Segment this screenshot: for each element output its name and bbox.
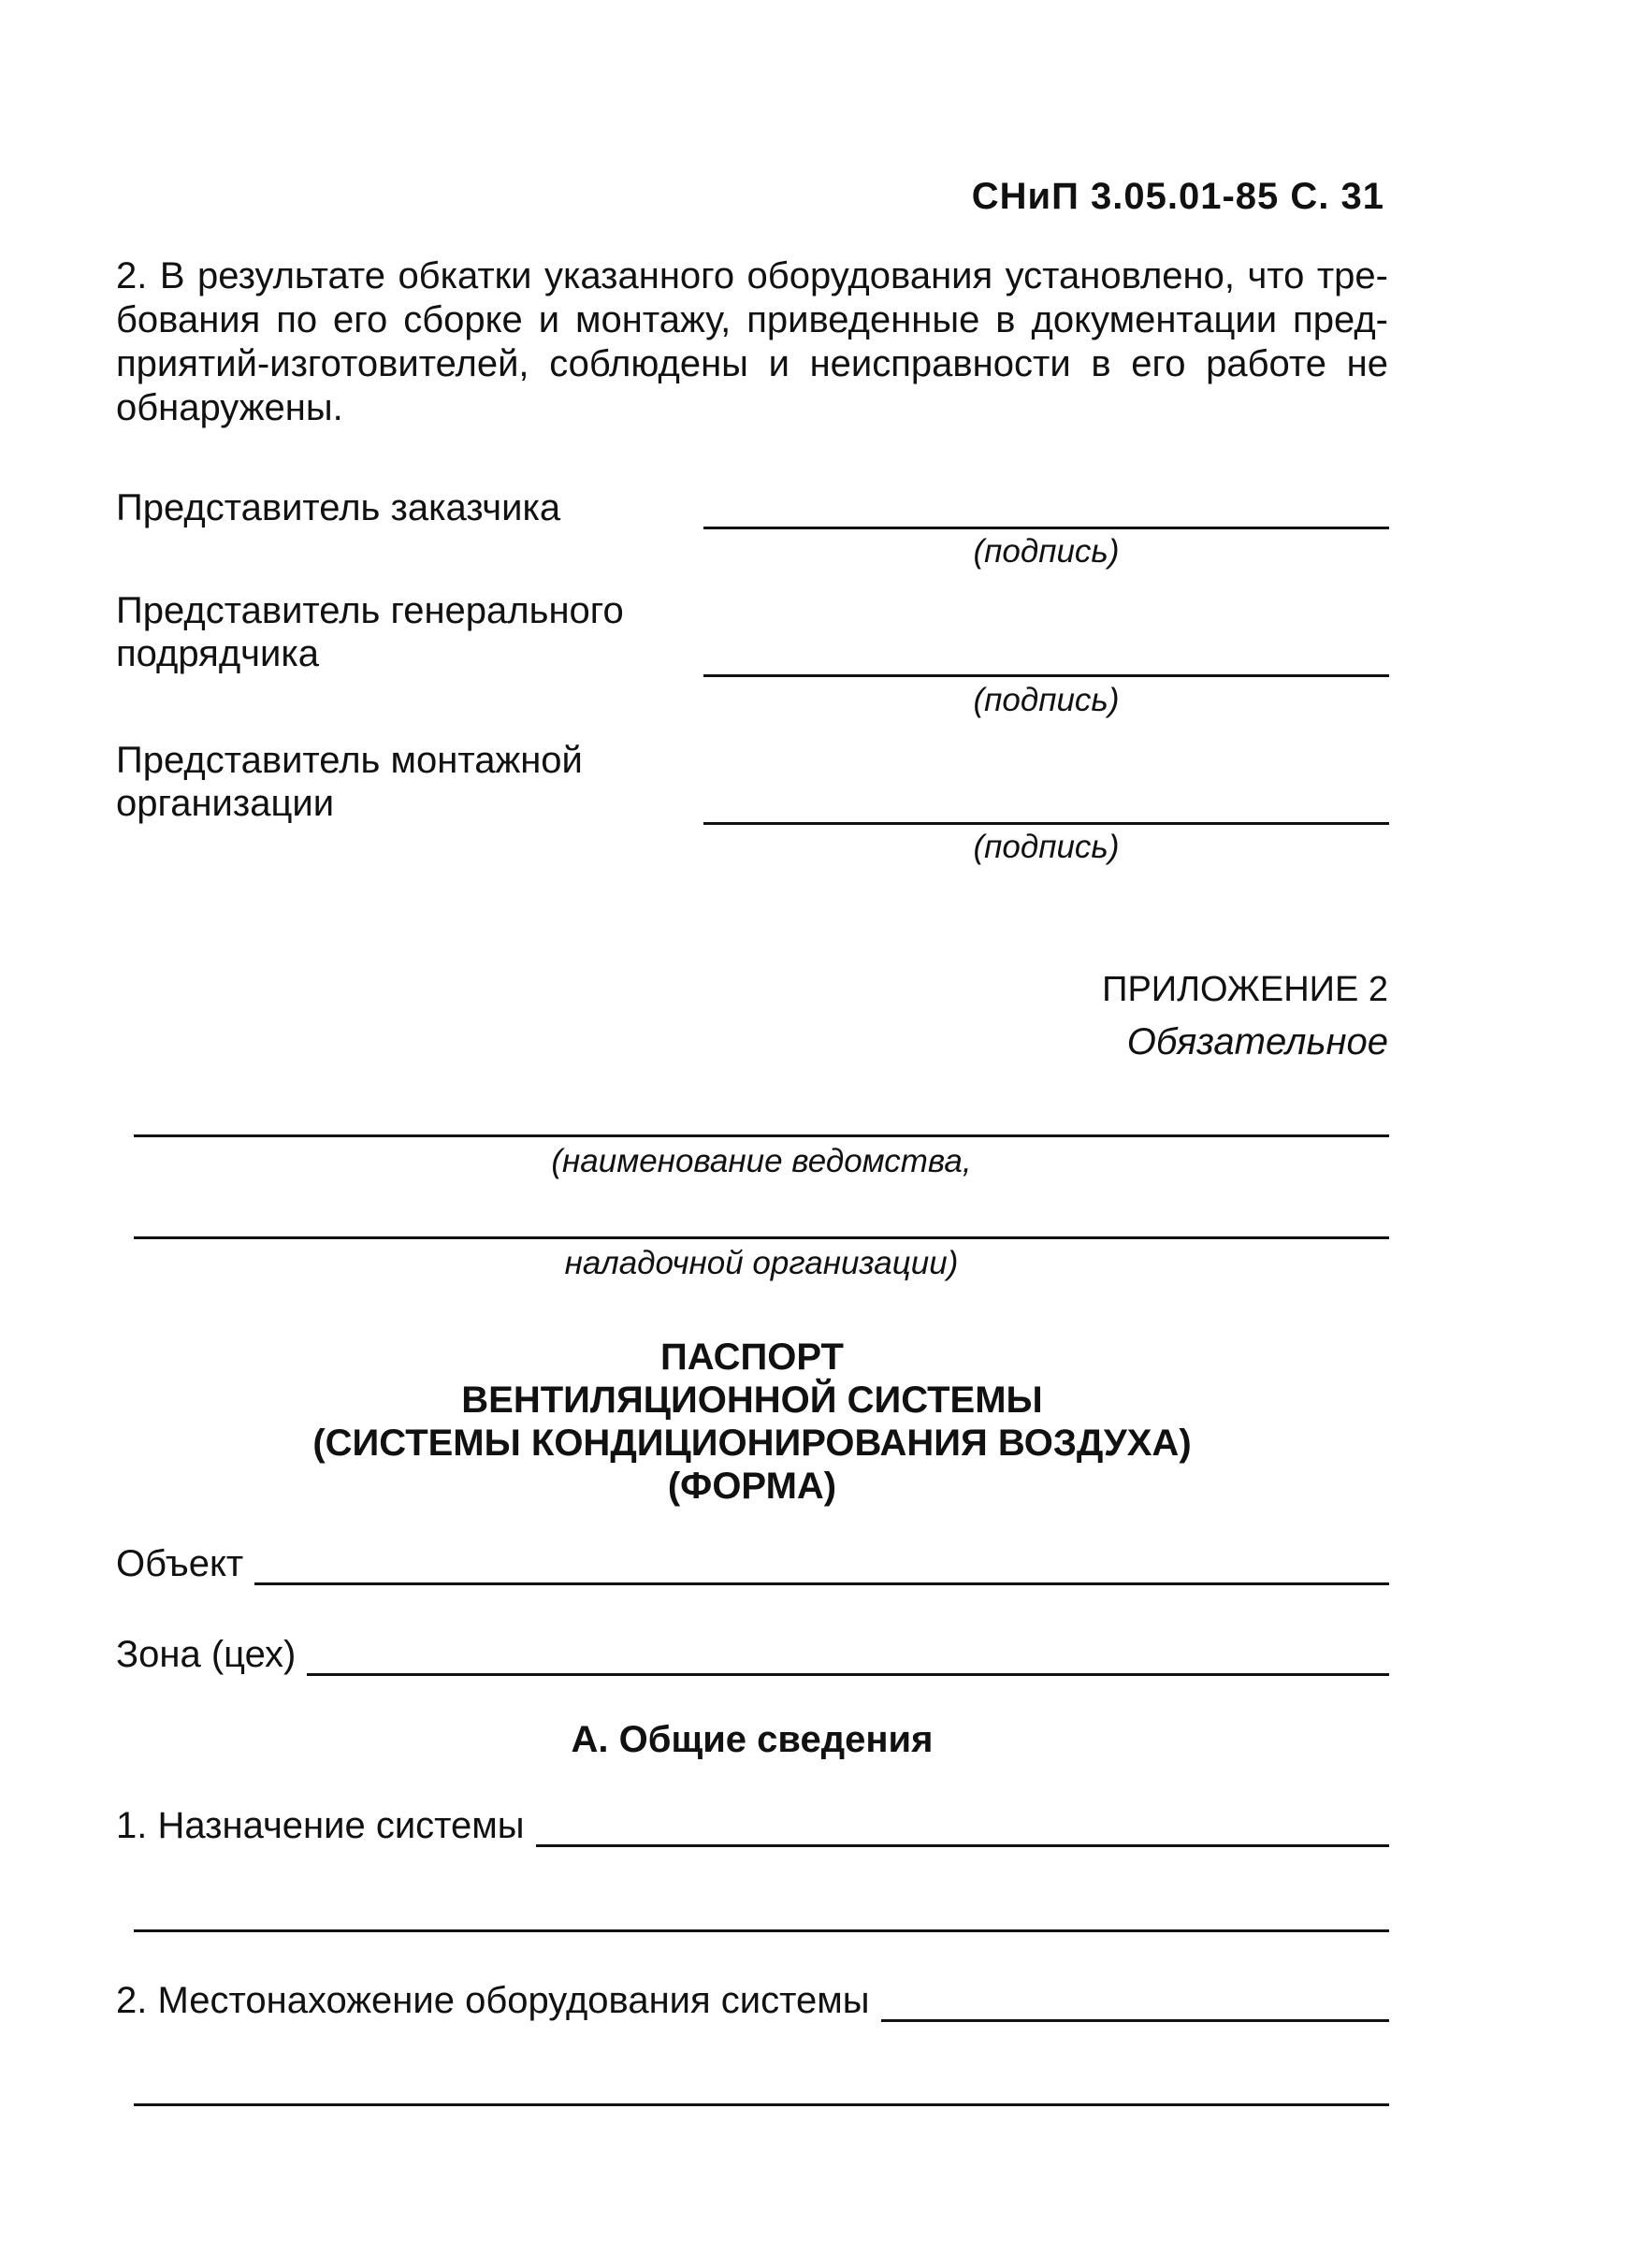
signature-label-customer: Представитель заказчика [116, 487, 561, 528]
org-name-line-2[interactable] [134, 1236, 1389, 1239]
equipment-location-row [116, 1980, 1389, 2022]
system-purpose-label: 1. Назначение системы [116, 1805, 525, 1846]
org-caption-2: наладочной организации) [564, 1245, 959, 1281]
title-line: ПАСПОРТ [660, 1336, 844, 1378]
signature-caption: (подпись) [973, 682, 1120, 718]
appendix-name: ПРИЛОЖЕНИЕ 2 [1102, 970, 1388, 1009]
system-purpose-row [116, 1805, 1389, 1847]
signature-line-customer[interactable] [703, 527, 1389, 529]
signature-line-general-contractor[interactable] [703, 674, 1389, 677]
section-a-title: А. Общие сведения [571, 1719, 934, 1760]
signature-caption: (подпись) [973, 829, 1120, 865]
title-line: ВЕНТИЛЯЦИОННОЙ СИСТЕМЫ [461, 1380, 1043, 1421]
zone-field-row [116, 1634, 1389, 1676]
page-header: СНиП 3.05.01-85 С. 31 [971, 176, 1384, 217]
title-line: (ФОРМА) [667, 1466, 837, 1507]
signature-line-installation-org[interactable] [703, 822, 1389, 825]
zone-input-line[interactable] [307, 1640, 1389, 1676]
object-label: Объект [116, 1543, 244, 1584]
signature-label-general-contractor: Представитель генерального подрядчика [116, 590, 624, 674]
signature-caption: (подпись) [973, 533, 1120, 570]
object-input-line[interactable] [254, 1549, 1389, 1585]
object-field-row [116, 1543, 1389, 1585]
equipment-location-continuation-line[interactable] [134, 2103, 1389, 2106]
system-purpose-continuation-line[interactable] [134, 1929, 1389, 1932]
org-caption-1: (наименование ведомства, [551, 1143, 972, 1179]
system-purpose-input-line[interactable] [536, 1811, 1389, 1847]
appendix-status: Обязательное [1126, 1021, 1388, 1062]
title-line: (СИСТЕМЫ КОНДИЦИОНИРОВАНИЯ ВОЗДУХА) [312, 1423, 1192, 1464]
appendix-block [1102, 963, 1388, 1068]
signature-label-installation-org: Представитель монтажной организации [116, 740, 583, 824]
equipment-location-label: 2. Местонахожение оборудования системы [116, 1980, 870, 2021]
passport-title [116, 1336, 1388, 1508]
org-name-line-1[interactable] [134, 1134, 1389, 1137]
zone-label: Зона (цех) [116, 1634, 297, 1675]
paragraph-2: 2. В результате обкатки указанного оборудования установлено, что требования по его сборке и монтажу, приведенные в документации предприятий-изготовителей, соблюдены и неисправности в его работе не обнаружены. [116, 255, 1388, 428]
equipment-location-input-line[interactable] [881, 1986, 1389, 2022]
